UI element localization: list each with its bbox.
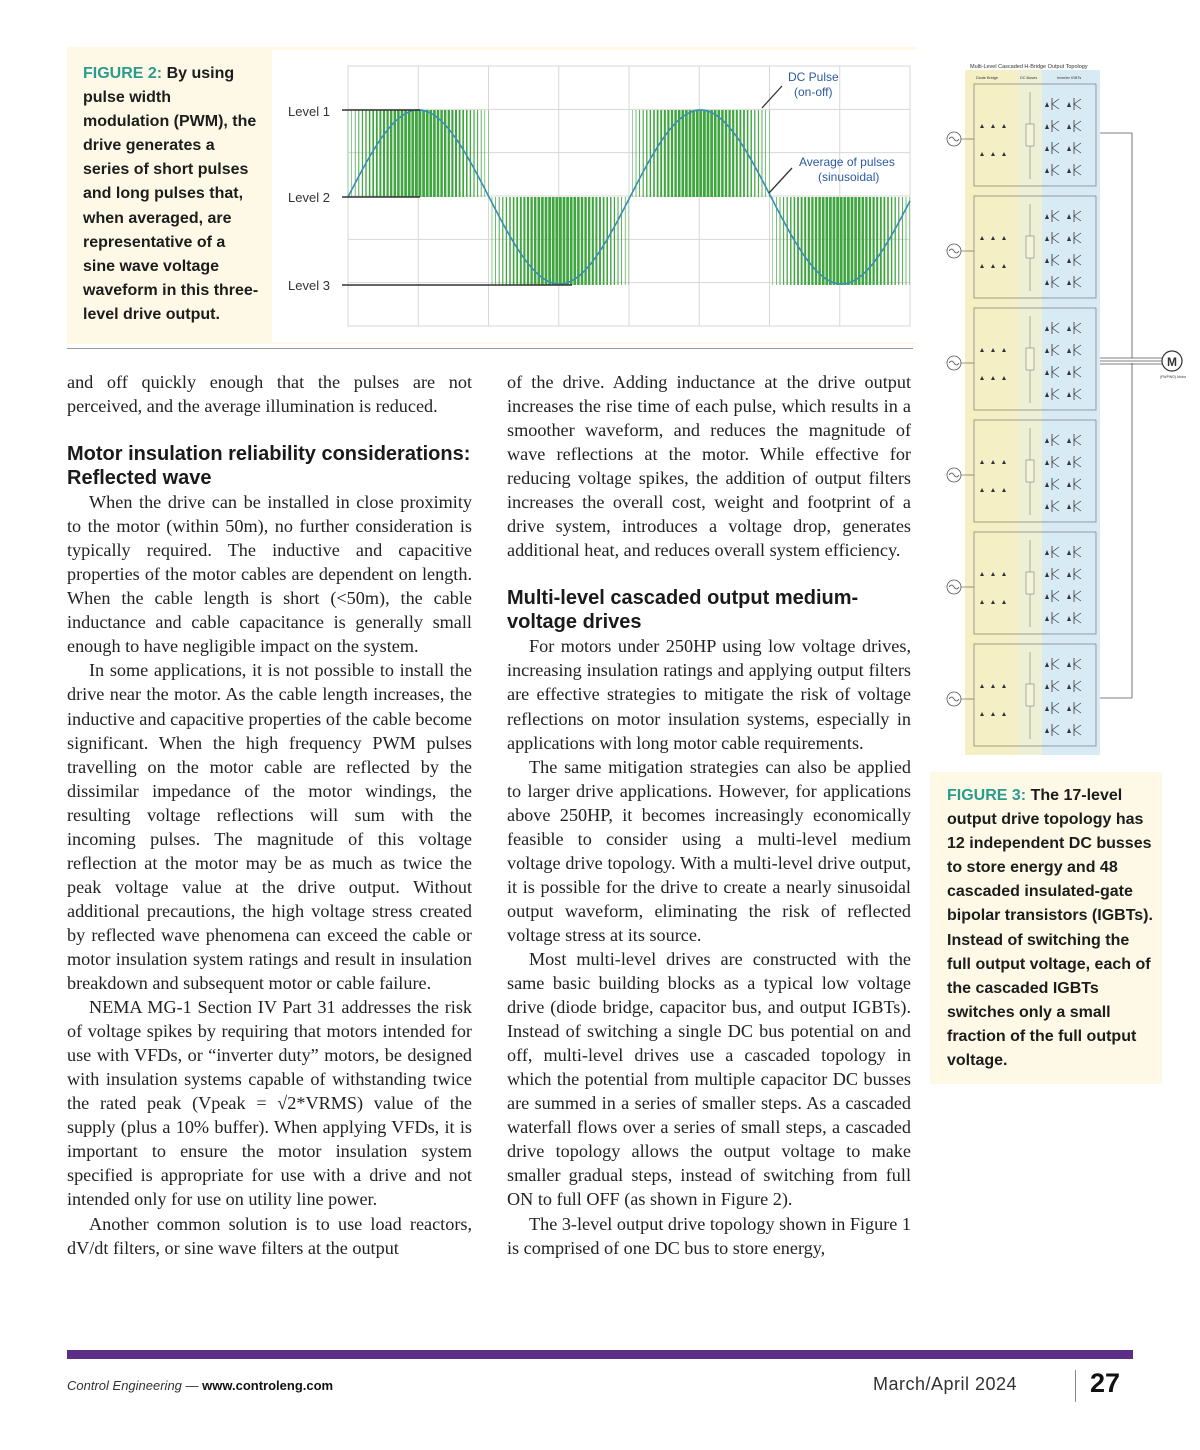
figure-3-label: FIGURE 3:	[947, 787, 1027, 804]
figure-3-caption	[947, 784, 1157, 1073]
chart-grid	[348, 66, 910, 326]
magazine-name: Control Engineering	[67, 1378, 182, 1393]
paragraph: The 3-level output drive topology shown in Figure 1 is comprised of one DC bus to store energy,	[507, 1213, 911, 1258]
paragraph: When the drive can be installed in close proximity to the motor (within 50m), no further consideration is typically required. The inductive and capacitive properties of the motor cables are dependent on length. When the cable length is short (<50m), the cable inductance and cable capacitance is generally small enough to have negligible impact on the system.	[67, 492, 472, 657]
diode-bridge-label: Diode Bridge	[976, 76, 998, 80]
dc-pulse-annotation-sub: (on-off)	[794, 85, 833, 99]
cascaded-h-bridge-diagram	[940, 58, 1190, 755]
issue-date: March/April 2024	[873, 1374, 1018, 1394]
figure-divider	[67, 348, 913, 349]
average-annotation-sub: (sinusoidal)	[818, 170, 880, 184]
paragraph: NEMA MG-1 Section IV Part 31 addresses the risk of voltage spikes by requiring that motors intended for use with VFDs, or “inverter duty” motors, be designed with insulation systems capable of withstanding twice the rated peak (Vpeak = √2*VRMS) value of the supply (plus a 10% buffer). When applying VFDs, it is important to ensure the motor insulation system specified is appropriate for use with a drive and not intended only for use on utility line power.	[67, 997, 472, 1210]
column-2	[507, 370, 911, 1260]
diagram-title: Multi-Level Cascaded H-Bridge Output Topology	[970, 64, 1088, 70]
paragraph: For motors under 250HP using low voltage drives, increasing insulation ratings and applying output filters are effective strategies to mitigate the risk of voltage reflections on motor insulation systems, especially in applications with long motor cable requirements.	[507, 636, 911, 753]
level-3-label: Level 3	[288, 278, 330, 293]
website-link[interactable]: www.controleng.com	[202, 1378, 334, 1393]
figure-2-caption-text: By using pulse width modulation (PWM), the drive generates a series of short pulses and long pulses that, when averaged, are representative of a sine wave voltage waveform in this three-level drive output.	[83, 65, 259, 323]
dc-buses-label: DC Buses	[1020, 76, 1038, 80]
section-heading-multi-level: Multi-level cascaded output medium-voltage drives	[507, 587, 859, 634]
page-number: 27	[1090, 1368, 1121, 1398]
level-2-label: Level 2	[288, 190, 330, 205]
footer-dash: —	[181, 1378, 203, 1393]
motor-sub-label: (FWPWG) Motor	[1160, 375, 1187, 379]
average-annotation: Average of pulses	[799, 155, 895, 169]
paragraph: Most multi-level drives are constructed with the same basic building blocks as a typical low voltage drive (diode bridge, capacitor bus, and output IGBTs). Instead of switching a single DC bus potential on and off, multi-level drives use a cascaded topology in which the potential from multiple capacitor DC busses are summed in a series of smaller steps. As a cascaded waterfall flows over a series of small steps, a cascaded drive topology allows the output voltage to make smaller gradual steps, instead of switching from full ON to full OFF (as shown in Figure 2).	[507, 948, 911, 1210]
inverter-igbts-label: Inverter IGBTs	[1057, 76, 1082, 80]
figure-2-label: FIGURE 2:	[83, 65, 163, 82]
figure-3-caption-text: The 17-level output drive topology has 12 independent DC busses to store energy and 48 cascaded insulated-gate bipolar transistors (IGBTs). Instead of switching the full output voltage, each of the cascaded IGBTs switches only a small fraction of the full output voltage.	[947, 787, 1153, 1070]
column-2-continuation: of the drive. Adding inductance at the drive output increases the rise time of each pulse, which results in a smoother waveform, and reduces the magnitude of wave reflections at the motor. While effective for reducing voltage spikes, the addition of output filters increases the overall cost, weight and footprint of a drive system, introduces a voltage drop, generates additional heat, and reduces overall system efficiency.	[507, 372, 911, 561]
motor-label: M	[1167, 355, 1177, 369]
column-1-continuation: and off quickly enough that the pulses are not perceived, and the average illumination is reduced.	[67, 372, 472, 417]
paragraph: Another common solution is to use load reactors, dV/dt filters, or sine wave filters at the output	[67, 1213, 472, 1258]
column-1	[67, 370, 472, 1260]
level-1-label: Level 1	[288, 104, 330, 119]
footer-bar	[67, 1350, 1133, 1359]
footer-publication	[67, 1378, 333, 1393]
paragraph: In some applications, it is not possible to install the drive near the motor. As the cable length increases, the inductive and capacitive properties of the cable become significant. When the high frequency PWM pulses travelling on the motor cable are reflected by the dissimilar impedance of the motor windings, the resulting voltage reflections will sum with the incoming pulses. The magnitude of this voltage reflection at the motor may be as much as twice the peak voltage value at the drive output. Without additional precautions, the high voltage stress created by reflected wave phenomena can exceed the cable or motor insulation system ratings and result in insulation breakdown and subsequent motor or cable failure.	[67, 660, 472, 994]
figure-2-caption	[83, 62, 261, 327]
paragraph: The same mitigation strategies can also be applied to larger drive applications. However, for applications above 250HP, it becomes increasingly economically feasible to consider using a multi-level medium voltage drive topology. With a multi-level drive output, it is possible for the drive to create a nearly sinusoidal output waveform, eliminating the risk of reflected voltage stress at its source.	[507, 756, 911, 945]
dc-pulse-annotation: DC Pulse	[788, 70, 839, 84]
footer-separator	[1075, 1370, 1076, 1402]
section-heading-reflected-wave: Motor insulation reliability considerations: Reflected wave	[67, 443, 471, 490]
pwm-waveform-chart	[272, 50, 917, 342]
